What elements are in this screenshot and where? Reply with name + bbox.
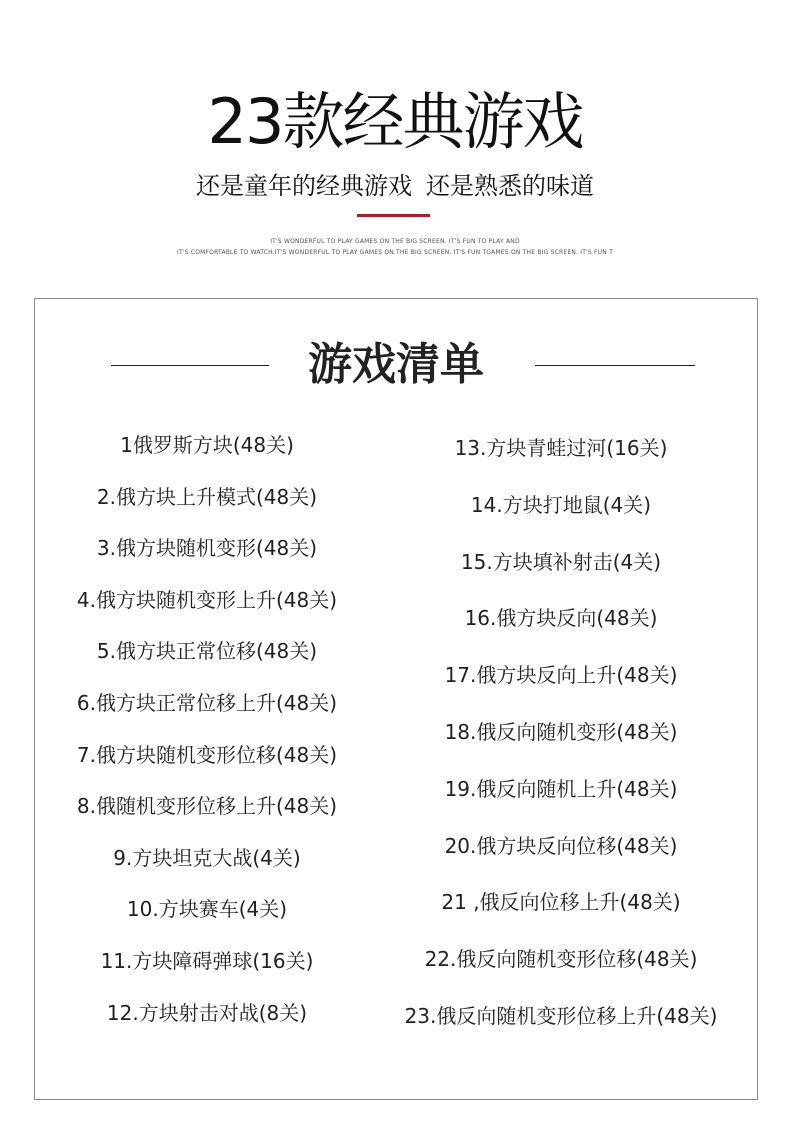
title-rule-right [535, 365, 695, 366]
tagline-line-1: IT'S WONDERFUL TO PLAY GAMES ON THE BIG SCREEN. IT'S FUN TO PLAY AND [270, 238, 520, 245]
list-item: 1俄罗斯方块(48关) [120, 433, 294, 457]
list-item: 14.方块打地鼠(4关) [470, 493, 652, 517]
list-item: 9.方块坦克大战(4关) [113, 846, 301, 870]
list-item: 8.俄随机变形位移上升(48关) [76, 794, 338, 818]
list-item: 19.俄反向随机上升(48关) [444, 777, 678, 801]
tagline-line-2: IT'S COMFORTABLE TO WATCH.IT'S WONDERFUL TO PLAY GAMES ON THE BIG SCREEN. IT'S FUN TGAMES ON THE BIG SCREEN. IT'S FUN T [177, 249, 613, 256]
list-item: 13.方块青蛙过河(16关) [454, 436, 668, 460]
subtitle-part-b: 还是熟悉的味道 [426, 172, 594, 200]
list-item: 20.俄方块反向位移(48关) [444, 834, 678, 858]
page-title: 23款经典游戏 [207, 85, 583, 158]
list-item: 16.俄方块反向(48关) [464, 606, 658, 630]
subtitle-part-a: 还是童年的经典游戏 [196, 172, 412, 200]
list-item: 6.俄方块正常位移上升(48关) [76, 691, 338, 715]
game-list-title: 游戏清单 [308, 339, 484, 390]
list-item: 23.俄反向随机变形位移上升(48关) [404, 1004, 718, 1028]
list-item: 10.方块赛车(4关) [126, 897, 288, 921]
list-item: 2.俄方块上升模式(48关) [96, 485, 318, 509]
list-item: 17.俄方块反向上升(48关) [444, 663, 678, 687]
list-item: 11.方块障碍弹球(16关) [100, 949, 314, 973]
list-item: 21 ,俄反向位移上升(48关) [441, 890, 681, 914]
list-item: 22.俄反向随机变形位移(48关) [424, 947, 698, 971]
list-item: 4.俄方块随机变形上升(48关) [76, 588, 338, 612]
list-item: 3.俄方块随机变形(48关) [96, 536, 318, 560]
list-item: 7.俄方块随机变形位移(48关) [76, 743, 338, 767]
accent-divider [357, 214, 430, 217]
list-item: 18.俄反向随机变形(48关) [444, 720, 678, 744]
game-list-panel [34, 298, 758, 1100]
subtitle [0, 170, 790, 202]
list-item: 12.方块射击对战(8关) [106, 1001, 308, 1025]
list-item: 15.方块填补射击(4关) [460, 550, 662, 574]
list-item: 5.俄方块正常位移(48关) [96, 639, 318, 663]
